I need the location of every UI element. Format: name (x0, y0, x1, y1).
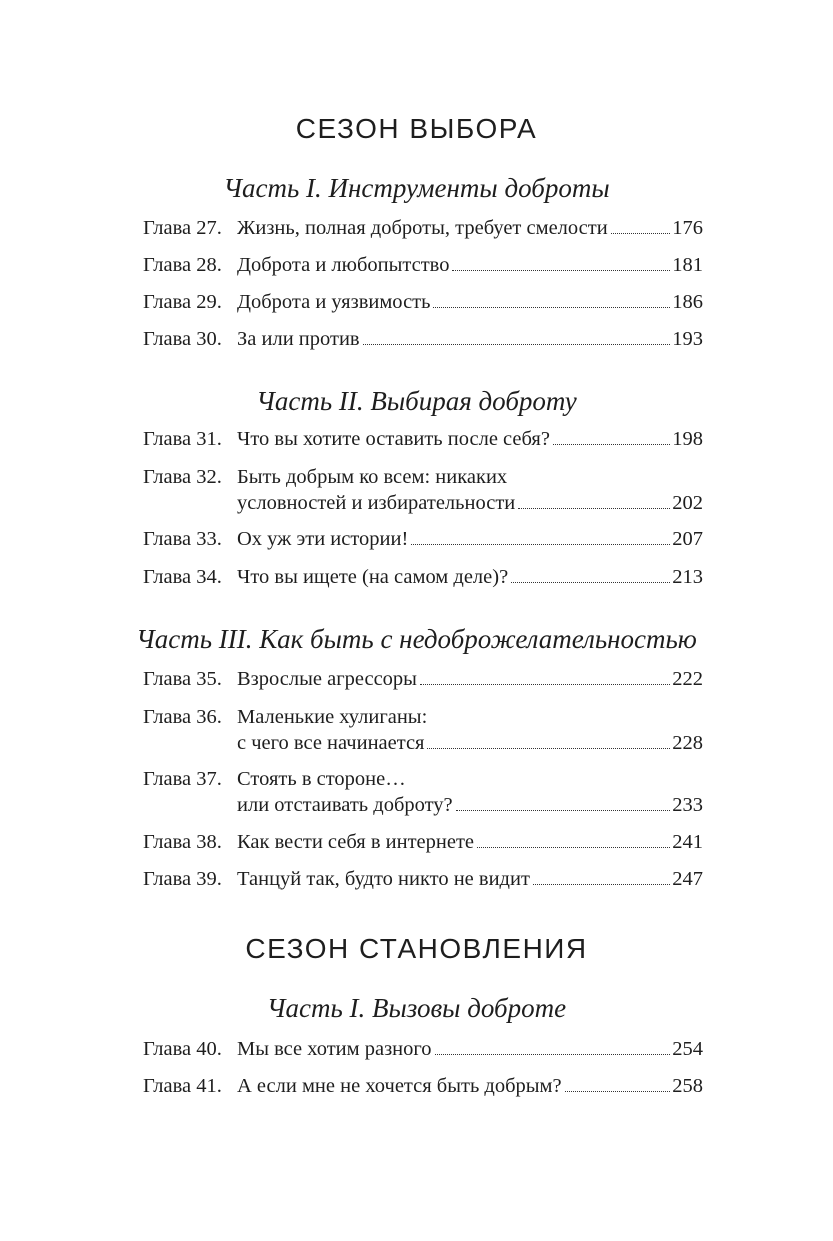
leader-dots (518, 504, 670, 509)
page-number: 202 (672, 492, 703, 514)
leader-dots (435, 1050, 671, 1055)
chapter-title: Мы все хотим разного (237, 1038, 432, 1060)
chapter-title: Взрослые агрессоры (237, 668, 417, 690)
page-number: 181 (672, 254, 703, 276)
leader-dots (456, 806, 671, 811)
chapter-title: Танцуй так, будто никто не видит (237, 868, 530, 890)
chapter-title-cont: или отстаивать доброту? (237, 794, 453, 816)
chapter-label: Глава 32. (143, 466, 222, 488)
chapter-title: Что вы ищете (на самом деле)? (237, 566, 509, 588)
leader-dots (427, 744, 670, 749)
page-number: 254 (672, 1038, 703, 1060)
chapter-title: Стоять в стороне… (237, 768, 406, 790)
page-number: 207 (672, 528, 703, 550)
chapter-label: Глава 39. (143, 868, 222, 890)
leader-dots (611, 229, 671, 234)
leader-dots (452, 266, 670, 271)
chapter-label: Глава 30. (143, 328, 222, 350)
leader-dots (553, 440, 670, 445)
chapter-title: Ох уж эти истории! (237, 528, 409, 550)
leader-dots (533, 880, 670, 885)
page-number: 241 (672, 831, 703, 853)
chapter-label: Глава 41. (143, 1075, 222, 1097)
chapter-title: Доброта и уязвимость (237, 291, 431, 313)
page-number: 247 (672, 868, 703, 890)
page-number: 193 (672, 328, 703, 350)
chapter-title: Жизнь, полная доброты, требует смелости (237, 217, 608, 239)
chapter-title: Маленькие хулиганы: (237, 706, 428, 728)
chapter-label: Глава 40. (143, 1038, 222, 1060)
leader-dots (363, 340, 671, 345)
season-title: СЕЗОН СТАНОВЛЕНИЯ (245, 933, 588, 964)
page-number: 228 (672, 732, 703, 754)
part-title: Часть I. Вызовы доброте (266, 993, 567, 1023)
chapter-title-cont: условностей и избирательности (237, 492, 516, 514)
chapter-label: Глава 38. (143, 831, 222, 853)
leader-dots (565, 1087, 671, 1092)
chapter-label: Глава 31. (143, 428, 222, 450)
chapter-title: Доброта и любопытство (237, 254, 450, 276)
page-number: 213 (672, 566, 703, 588)
leader-dots (420, 680, 670, 685)
page-number: 198 (672, 428, 703, 450)
chapter-label: Глава 35. (143, 668, 222, 690)
season-title: СЕЗОН ВЫБОРА (295, 113, 538, 144)
chapter-title: Как вести себя в интернете (237, 831, 475, 853)
chapter-title: Быть добрым ко всем: никаких (237, 466, 508, 488)
chapter-label: Глава 34. (143, 566, 222, 588)
leader-dots (411, 540, 670, 545)
leader-dots (511, 578, 670, 583)
chapter-label: Глава 36. (143, 706, 222, 728)
part-title: Часть II. Выбирая доброту (256, 386, 577, 416)
page-number: 222 (672, 668, 703, 690)
chapter-title-cont: с чего все начинается (237, 732, 425, 754)
chapter-label: Глава 27. (143, 217, 222, 239)
page-number: 258 (672, 1075, 703, 1097)
leader-dots (433, 303, 670, 308)
page-number: 186 (672, 291, 703, 313)
part-title: Часть I. Инструменты доброты (223, 173, 610, 203)
chapter-title: Что вы хотите оставить после себя? (237, 428, 550, 450)
page-number: 176 (672, 217, 703, 239)
part-title: Часть III. Как быть с недоброжелательностью (136, 624, 697, 654)
leader-dots (477, 843, 670, 848)
chapter-title: За или против (237, 328, 360, 350)
chapter-label: Глава 28. (143, 254, 222, 276)
chapter-label: Глава 29. (143, 291, 222, 313)
chapter-title: А если мне не хочется быть добрым? (237, 1075, 562, 1097)
page-number: 233 (672, 794, 703, 816)
chapter-label: Глава 37. (143, 768, 222, 790)
chapter-label: Глава 33. (143, 528, 222, 550)
